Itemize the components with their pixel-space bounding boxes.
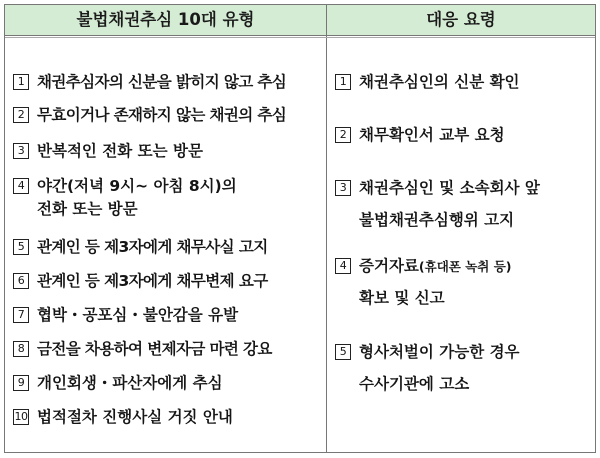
type-text: 무효이거나 존재하지 않는 채권의 추심 xyxy=(37,106,287,124)
response-text: 채권추심인의 신분 확인 xyxy=(359,73,520,91)
type-item-2 xyxy=(13,104,286,127)
response-item-3 xyxy=(335,177,540,232)
type-item-6 xyxy=(13,270,268,293)
type-text: 협박・공포심・불안감을 유발 xyxy=(37,306,239,324)
number-box: 4 xyxy=(335,258,351,274)
number-box: 7 xyxy=(13,307,29,323)
response-text-line2: 확보 및 신고 xyxy=(359,289,445,307)
header-response: 대응 요령 xyxy=(426,10,496,29)
number-box: 10 xyxy=(14,410,28,423)
response-text-line1: 형사처벌이 가능한 경우 xyxy=(359,343,520,361)
response-text-line1: 채권추심인 및 소속회사 앞 xyxy=(359,179,540,197)
response-text-line1: 증거자료 xyxy=(359,257,419,275)
response-item-5 xyxy=(335,341,520,396)
number-box: 5 xyxy=(13,239,29,255)
number-box: 9 xyxy=(13,375,29,391)
type-text: 반복적인 전화 또는 방문 xyxy=(37,142,203,160)
type-item-10 xyxy=(13,406,233,429)
type-text: 관계인 등 제3자에게 채무변제 요구 xyxy=(37,272,268,290)
type-item-5 xyxy=(13,236,268,259)
table-header xyxy=(5,5,595,36)
type-text: 관계인 등 제3자에게 채무사실 고지 xyxy=(37,238,268,256)
number-box: 4 xyxy=(13,178,29,194)
number-box: 6 xyxy=(13,273,29,289)
response-text: 채무확인서 교부 요청 xyxy=(359,126,505,144)
column-divider xyxy=(326,5,327,452)
response-text-line2: 불법채권추심행위 고지 xyxy=(359,211,515,229)
type-item-9 xyxy=(13,372,223,395)
number-box: 1 xyxy=(335,74,351,90)
type-text: 법적절차 진행사실 거짓 안내 xyxy=(37,408,233,426)
response-text-note: (휴대폰 녹취 등) xyxy=(418,259,512,274)
number-box: 3 xyxy=(13,143,29,159)
number-box: 3 xyxy=(335,180,351,196)
response-item-2 xyxy=(335,124,505,147)
type-item-7 xyxy=(13,304,238,327)
number-box: 5 xyxy=(335,344,351,360)
type-text: 금전을 차용하여 변제자금 마련 강요 xyxy=(37,340,272,358)
type-text: 개인회생・파산자에게 추심 xyxy=(37,374,223,392)
response-text-line2: 수사기관에 고소 xyxy=(359,375,470,393)
number-box: 2 xyxy=(335,127,351,143)
comparison-table xyxy=(4,4,596,453)
type-item-4 xyxy=(13,175,237,221)
type-item-8 xyxy=(13,338,272,361)
number-box: 2 xyxy=(13,107,29,123)
type-item-1 xyxy=(13,71,286,94)
type-text: 채권추심자의 신분을 밝히지 않고 추심 xyxy=(37,73,287,91)
number-box: 8 xyxy=(13,341,29,357)
number-box: 1 xyxy=(13,74,29,90)
header-rule xyxy=(5,37,595,38)
type-item-3 xyxy=(13,140,203,163)
header-types: 불법채권추심 10대 유형 xyxy=(76,10,255,29)
type-text-line1: 야간(저녁 9시~ 아침 8시)의 xyxy=(37,177,237,195)
response-item-4 xyxy=(335,255,512,310)
type-text-line2: 전화 또는 방문 xyxy=(37,200,138,218)
response-item-1 xyxy=(335,71,520,94)
